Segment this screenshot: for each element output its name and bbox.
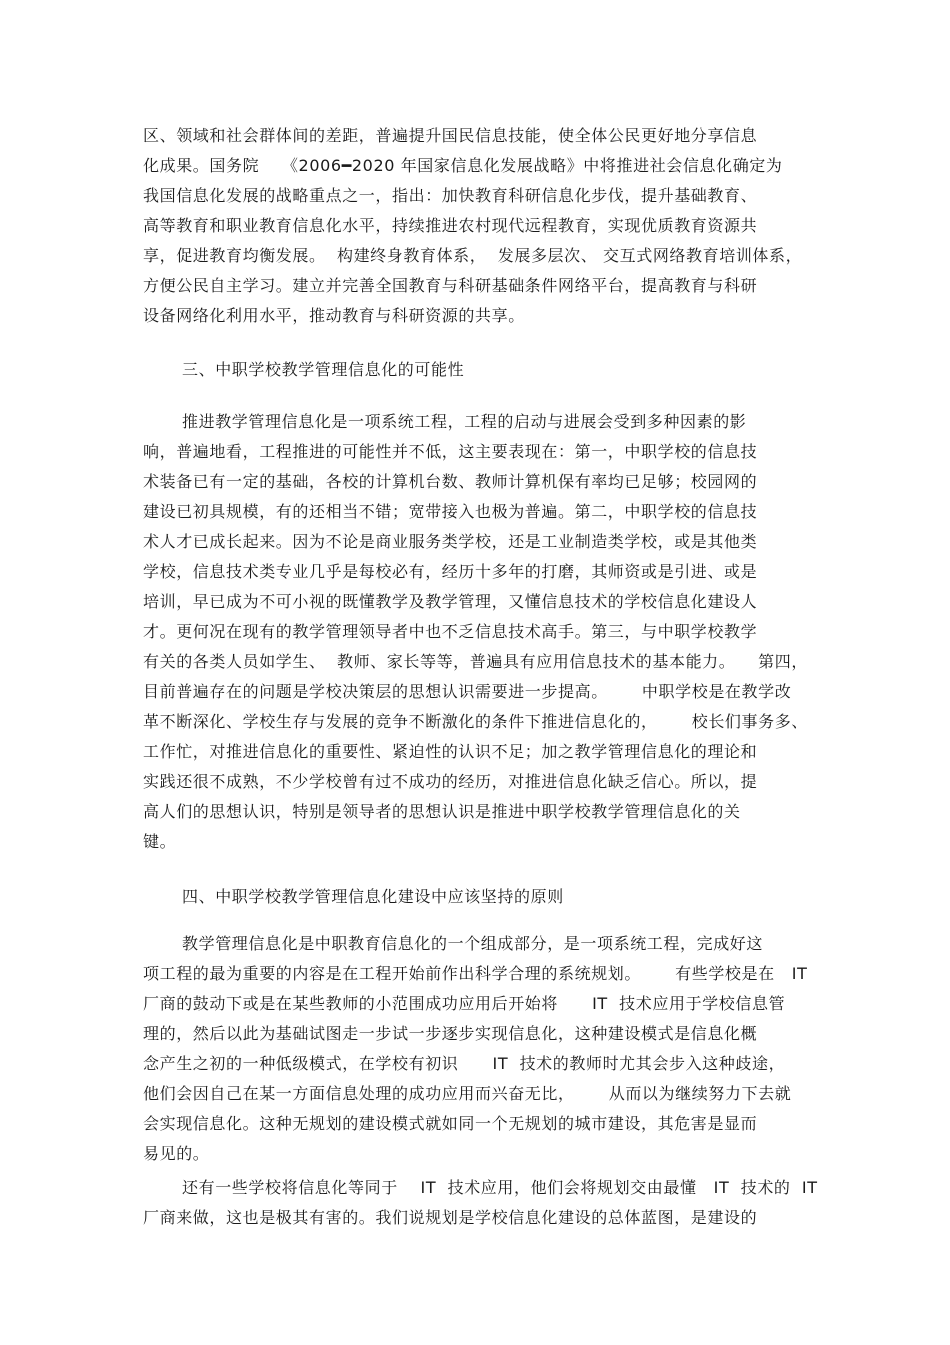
section-heading: 三、中职学校教学管理信息化的可能性 — [182, 360, 465, 379]
body-line: 推进教学管理信息化是一项系统工程，工程的启动与进展会受到多种因素的影 — [182, 412, 747, 431]
body-line: 他们会因自己在某一方面信息处理的成功应用而兴奋无比， 从而以为继续努力下去就 — [143, 1084, 792, 1103]
body-line: 设备网络化利用水平，推动教育与科研资源的共享。 — [143, 306, 525, 325]
body-line: 培训，早已成为不可小视的既懂教学及教学管理，又懂信息技术的学校信息化建设人 — [143, 592, 758, 611]
body-line: 键。 — [143, 832, 177, 851]
body-line: 革不断深化、学校生存与发展的竞争不断激化的条件下推进信息化的， 校长们事务多、 — [143, 712, 808, 731]
body-line: 术人才已成长起来。因为不论是商业服务类学校，还是工业制造类学校，或是其他类 — [143, 532, 758, 551]
body-line: 教学管理信息化是中职教育信息化的一个组成部分，是一项系统工程，完成好这 — [182, 934, 764, 953]
body-line: 建设已初具规模，有的还相当不错；宽带接入也极为普遍。第二，中职学校的信息技 — [143, 502, 758, 521]
body-line: 会实现信息化。这种无规划的建设模式就如同一个无规划的城市建设，其危害是显而 — [143, 1114, 758, 1133]
body-line: 易见的。 — [143, 1144, 210, 1163]
body-line: 才。更何况在现有的教学管理领导者中也不乏信息技术高手。第三，与中职学校教学 — [143, 622, 758, 641]
body-line: 厂商来做，这也是极其有害的。我们说规划是学校信息化建设的总体蓝图，是建设的 — [143, 1208, 758, 1227]
body-line: 还有一些学校将信息化等同于 IT 技术应用，他们会将规划交由最懂 IT 技术的 IT — [182, 1178, 818, 1197]
body-line: 我国信息化发展的战略重点之一，指出：加快教育科研信息化步伐，提升基础教育、 — [143, 186, 758, 205]
body-line: 实践还很不成熟，不少学校曾有过不成功的经历，对推进信息化缺乏信心。所以，提 — [143, 772, 758, 791]
body-line: 高等教育和职业教育信息化水平，持续推进农村现代远程教育，实现优质教育资源共 — [143, 216, 758, 235]
body-line: 区、领域和社会群体间的差距，普遍提升国民信息技能，使全体公民更好地分享信息 — [143, 126, 758, 145]
body-line: 厂商的鼓动下或是在某些教师的小范围成功应用后开始将 IT 技术应用于学校信息管 — [143, 994, 786, 1013]
body-line: 学校，信息技术类专业几乎是每校必有，经历十多年的打磨，其师资或是引进、或是 — [143, 562, 758, 581]
body-line: 工作忙，对推进信息化的重要性、紧迫性的认识不足；加之教学管理信息化的理论和 — [143, 742, 758, 761]
body-line: 享，促进教育均衡发展。 构建终身教育体系， 发展多层次、 交互式网络教育培训体系， — [143, 246, 803, 265]
body-line: 方便公民自主学习。建立并完善全国教育与科研基础条件网络平台，提高教育与科研 — [143, 276, 758, 295]
body-line: 项工程的最为重要的内容是在工程开始前作出科学合理的系统规划。 有些学校是在 IT — [143, 964, 808, 983]
body-line: 术装备已有一定的基础，各校的计算机台数、教师计算机保有率均已足够；校园网的 — [143, 472, 758, 491]
body-line: 理的，然后以此为基础试图走一步试一步逐步实现信息化，这种建设模式是信息化概 — [143, 1024, 758, 1043]
body-line: 有关的各类人员如学生、 教师、家长等等，普遍具有应用信息技术的基本能力。 第四， — [143, 652, 808, 671]
body-line: 响，普遍地看，工程推进的可能性并不低，这主要表现在：第一，中职学校的信息技 — [143, 442, 758, 461]
body-line: 目前普遍存在的问题是学校决策层的思想认识需要进一步提高。 中职学校是在教学改 — [143, 682, 792, 701]
body-line: 高人们的思想认识，特别是领导者的思想认识是推进中职学校教学管理信息化的关 — [143, 802, 741, 821]
body-line: 化成果。国务院 《2006━2020 年国家信息化发展战略》中将推进社会信息化确定为 — [143, 156, 783, 175]
body-line: 念产生之初的一种低级模式，在学校有初识 IT 技术的教师时尤其会步入这种歧途， — [143, 1054, 786, 1073]
section-heading: 四、中职学校教学管理信息化建设中应该坚持的原则 — [182, 887, 564, 906]
